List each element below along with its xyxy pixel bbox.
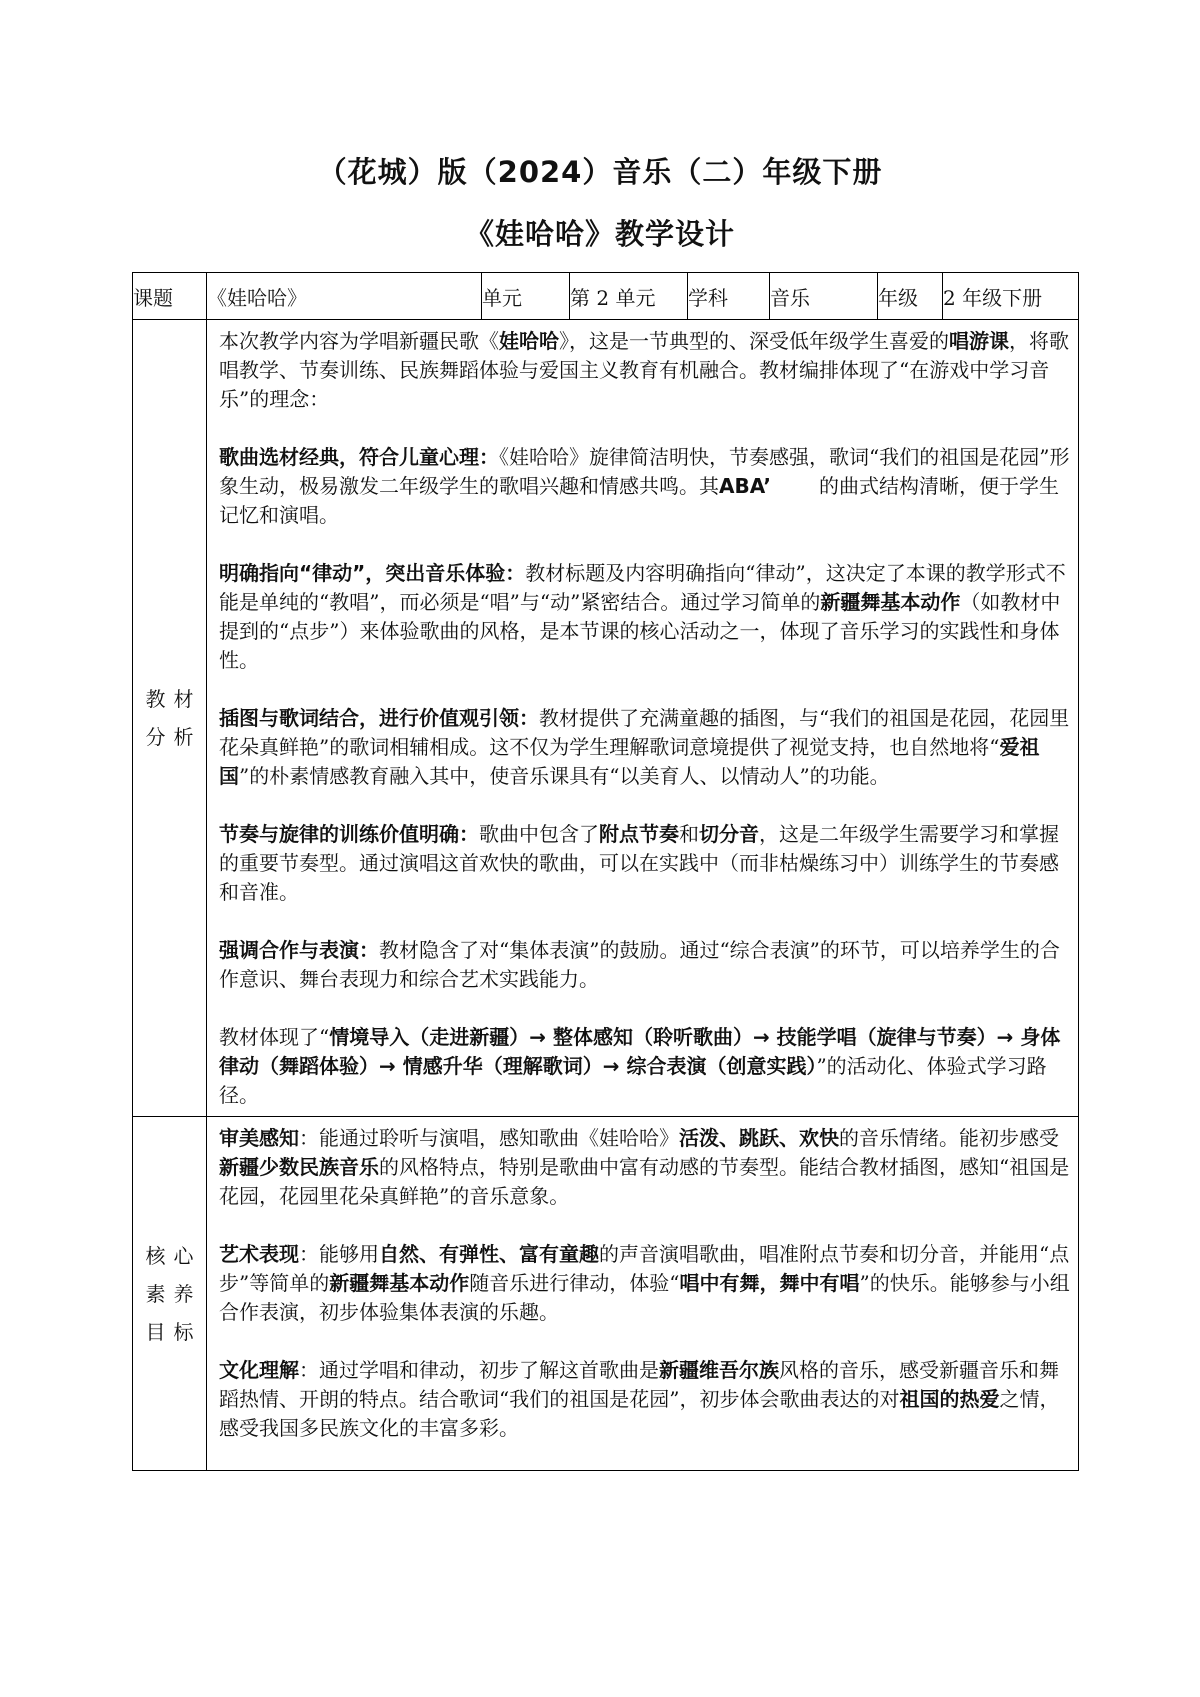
body-text: ：通过学唱和律动，初步了解这首歌曲是 bbox=[299, 1358, 659, 1382]
emphasis-text: 切分音 bbox=[699, 822, 759, 846]
subject-value: 音乐 bbox=[770, 273, 878, 320]
emphasis-text: 活泼、跳跃、欢快 bbox=[679, 1126, 839, 1150]
analysis-content bbox=[207, 320, 1079, 1117]
body-text: ”的活动化、体验式学习路径。 bbox=[219, 1054, 1047, 1107]
lesson-design-table bbox=[132, 272, 1079, 1471]
emphasis-text: 新疆少数民族音乐 bbox=[219, 1155, 379, 1179]
lesson-value: 《娃哈哈》 bbox=[207, 273, 482, 320]
body-text: 教材隐含了对“集体表演”的鼓励。通过“综合表演”的环节，可以培养学生的合作意识、舞台表现力和综合艺术实践能力。 bbox=[219, 938, 1060, 991]
emphasis-text: 唱游课 bbox=[949, 329, 1009, 353]
goal-paragraph bbox=[219, 1124, 1070, 1211]
analysis-paragraph bbox=[219, 327, 1070, 414]
emphasis-text: 新疆舞基本动作 bbox=[820, 590, 961, 614]
analysis-row bbox=[133, 320, 1079, 1117]
subject-label: 学科 bbox=[688, 273, 770, 320]
emphasis-text: 新疆舞基本动作 bbox=[329, 1271, 470, 1295]
body-text: 和 bbox=[679, 822, 699, 846]
body-text: 的声音演唱歌曲，唱准附点节奏和切分音，并能用“点步”等简单的 bbox=[219, 1242, 1070, 1295]
body-text: ”的快乐。能够参与小组合作表演，初步体验集体表演的乐趣。 bbox=[219, 1271, 1070, 1324]
body-text: 本次教学内容为学唱新疆民歌《 bbox=[219, 329, 499, 353]
body-text: 《娃哈哈》旋律简洁明快，节奏感强，歌词“我们的祖国是花园”形象生动，极易激发二年级学生的歌唱兴趣和情感共鸣。其 bbox=[219, 445, 1070, 498]
emphasis-text: 爱祖国 bbox=[219, 735, 1040, 788]
analysis-paragraph bbox=[219, 704, 1070, 791]
goals-label-line: 核心 bbox=[145, 1243, 202, 1268]
body-text: ，将歌唱教学、节奏训练、民族舞蹈体验与爱国主义教育有机融合。教材编排体现了“在游戏中学习音乐”的理念： bbox=[219, 329, 1069, 411]
emphasis-text: 情境导入（走进新疆）→ 整体感知（聆听歌曲）→ 技能学唱（旋律与节奏）→ 身体律动（舞蹈体验）→ 情感升华（理解歌词）→ 综合表演（创意实践） bbox=[219, 1025, 1061, 1078]
emphasis-text: 祖国的热爱 bbox=[899, 1387, 1000, 1411]
document-subtitle: 《娃哈哈》教学设计 bbox=[464, 217, 735, 251]
grade-label: 年级 bbox=[878, 273, 943, 320]
emphasis-text: 新疆维吾尔族 bbox=[659, 1358, 779, 1382]
body-text: ：能通过聆听与演唱，感知歌曲《娃哈哈》 bbox=[299, 1126, 679, 1150]
emphasis-text: 文化理解 bbox=[219, 1358, 299, 1382]
analysis-paragraph bbox=[219, 936, 1070, 994]
body-text: 》，这是一节典型的、深受低年级学生喜爱的 bbox=[559, 329, 949, 353]
goals-label bbox=[133, 1117, 207, 1471]
emphasis-text: 节奏与旋律的训练价值明确： bbox=[219, 822, 479, 846]
body-text: 教材体现了“ bbox=[219, 1025, 330, 1049]
body-text: 随音乐进行律动，体验“ bbox=[469, 1271, 680, 1295]
goals-row bbox=[133, 1117, 1079, 1471]
emphasis-text: 插图与歌词结合，进行价值观引领： bbox=[219, 706, 539, 730]
body-text: 教材提供了充满童趣的插图，与“我们的祖国是花园，花园里花朵真鲜艳”的歌词相辅相成。这不仅为学生理解歌词意境提供了视觉支持，也自然地将“ bbox=[219, 706, 1070, 759]
body-text: ”的朴素情感教育融入其中，使音乐课具有“以美育人、以情动人”的功能。 bbox=[239, 764, 890, 788]
goal-paragraph bbox=[219, 1356, 1070, 1443]
body-text: 教材标题及内容明确指向“律动”，这决定了本课的教学形式不能是单纯的“教唱”，而必须是“唱”与“动”紧密结合。通过学习简单的 bbox=[219, 561, 1066, 614]
goals-label-line: 目标 bbox=[145, 1319, 202, 1344]
emphasis-text: 强调合作与表演： bbox=[219, 938, 379, 962]
document-title: （花城）版（2024）音乐（二）年级下册 bbox=[317, 155, 883, 189]
analysis-paragraph bbox=[219, 820, 1070, 907]
analysis-label-line: 分析 bbox=[145, 725, 202, 749]
body-text: ：能够用 bbox=[299, 1242, 379, 1266]
emphasis-text: 自然、有弹性、富有童趣 bbox=[379, 1242, 599, 1266]
body-text: （如教材中提到的“点步”）来体验歌曲的风格，是本节课的核心活动之一，体现了音乐学习的实践性和身体性。 bbox=[219, 590, 1061, 672]
body-text: 之情，感受我国多民族文化的丰富多彩。 bbox=[219, 1387, 1060, 1440]
analysis-label bbox=[133, 320, 207, 1117]
emphasis-text: 娃哈哈 bbox=[499, 329, 559, 353]
emphasis-text: 审美感知 bbox=[219, 1126, 299, 1150]
body-text: 歌曲中包含了 bbox=[479, 822, 599, 846]
analysis-paragraph bbox=[219, 559, 1070, 675]
emphasis-text: 歌曲选材经典，符合儿童心理： bbox=[219, 445, 499, 469]
analysis-paragraph bbox=[219, 443, 1070, 530]
body-text: ，这是二年级学生需要学习和掌握的重要节奏型。通过演唱这首欢快的歌曲，可以在实践中（而非枯燥练习中）训练学生的节奏感和音准。 bbox=[219, 822, 1059, 904]
body-text: 的曲式结构清晰，便于学生记忆和演唱。 bbox=[219, 474, 1059, 527]
body-text: 的风格特点，特别是歌曲中富有动感的节奏型。能结合教材插图，感知“祖国是花园，花园里花朵真鲜艳”的音乐意象。 bbox=[219, 1155, 1070, 1208]
body-text: 风格的音乐，感受新疆音乐和舞蹈热情、开朗的特点。结合歌词“我们的祖国是花园”，初步体会歌曲表达的对 bbox=[219, 1358, 1059, 1411]
emphasis-text: 唱中有舞，舞中有唱 bbox=[679, 1271, 860, 1295]
header-row bbox=[133, 273, 1079, 320]
emphasis-text: 艺术表现 bbox=[219, 1242, 299, 1266]
goals-label-line: 素养 bbox=[145, 1281, 202, 1306]
analysis-label-line: 教材 bbox=[145, 687, 202, 711]
lesson-label: 课题 bbox=[133, 273, 207, 320]
goals-content bbox=[207, 1117, 1079, 1471]
emphasis-text: 明确指向“律动”，突出音乐体验： bbox=[219, 561, 526, 585]
analysis-paragraph bbox=[219, 1023, 1070, 1110]
emphasis-text: ABA’ bbox=[719, 474, 771, 498]
goal-paragraph bbox=[219, 1240, 1070, 1327]
grade-value: 2 年级下册 bbox=[943, 273, 1079, 320]
unit-value: 第 2 单元 bbox=[570, 273, 688, 320]
emphasis-text: 附点节奏 bbox=[599, 822, 679, 846]
unit-label: 单元 bbox=[482, 273, 570, 320]
body-text: 的音乐情绪。能初步感受 bbox=[839, 1126, 1059, 1150]
